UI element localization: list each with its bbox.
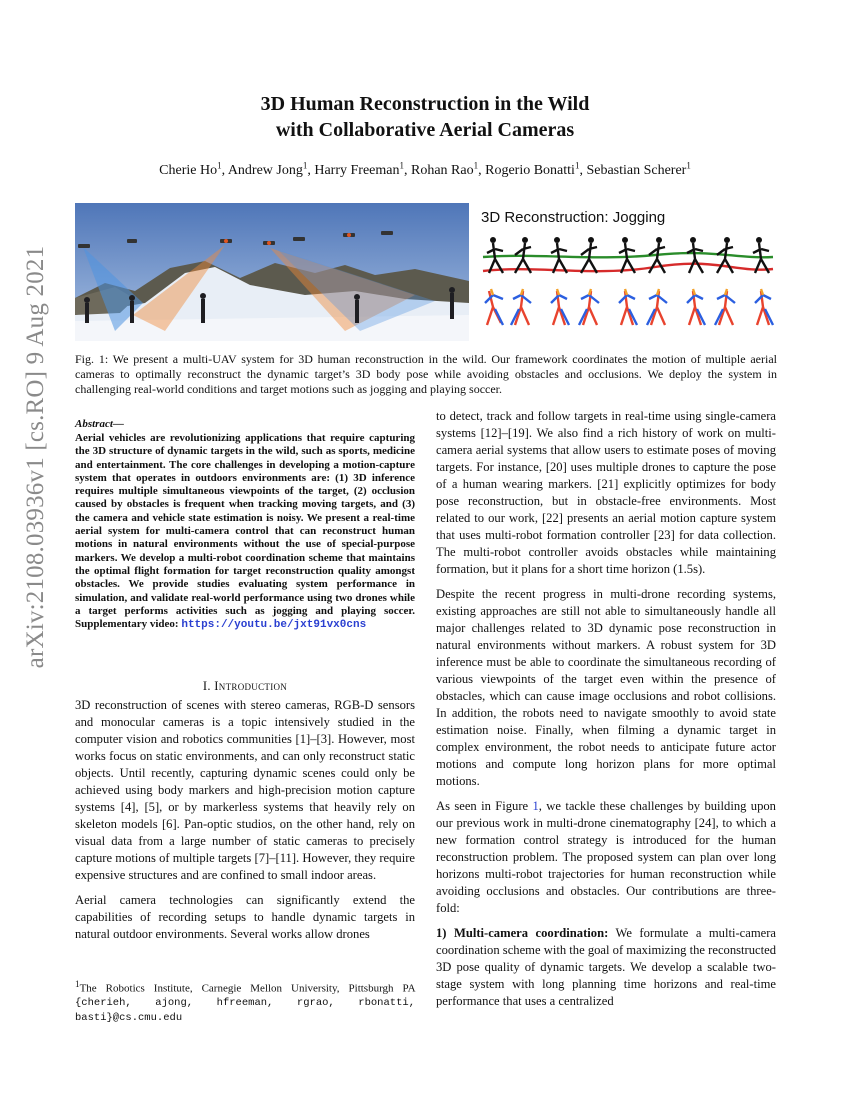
title-line-2: with Collaborative Aerial Cameras — [275, 119, 575, 141]
left-column — [75, 697, 415, 951]
figure-caption: Fig. 1: We present a multi-UAV system for 3D human reconstruction in the wild. Our framework coordinates the motion of multiple aerial cameras to optimally reconstruct the dynamic target’s 3D body pose while avoiding obstacles and occlusions. We deploy the system in challenging real-world conditions and target motions such as jogging and playing soccer. — [75, 352, 777, 396]
paragraph: 3D reconstruction of scenes with stereo cameras, RGB-D sensors and monocular cameras is a topic intensively studied in the computer vision and robotics communities [1]–[3]. However, most works focus on static environments, and can only reconstruct static objects. Until recently, capturing dynamic scenes could only be achieved using body markers and high-precision motion capture systems [4], [5], or by markerless systems that heavily rely on skeleton models [6]. Pan-optic studios, on the other hand, rely on visual data from a large number of static cameras to precisely capture motions of multiple targets [7]–[11]. However, they require expensive structures and are confined to small indoor areas. — [75, 698, 415, 882]
abstract-text: Aerial vehicles are revolutionizing applications that require capturing the 3D structure of dynamic targets in the wild, such as sports, medicine and entertainment. The core challenges in developing a motion-capture system that operates in outdoors environments are: (1) 3D inference requires multiple simultaneous viewpoints of the target, (2) occlusion caused by obstacles is frequent when tracking moving targets, and (3) the camera and vehicle state estimation is noisy. We present a real-time aerial system for multi-camera control that can reconstruct human motions in natural environments without the use of special-purpose markers. We develop a multi-robot coordination scheme that maintains the optimal flight formation for target reconstruction quality amongst obstacles. We provide studies evaluating system performance in simulation, and validate real-world performance using two drones while a target performs activities such as jogging and playing soccer. — [75, 432, 415, 617]
author: Rogerio Bonatti$^1$, — [485, 160, 587, 178]
author: Harry Freeman$^1$, — [314, 160, 411, 178]
section-heading: I. Introduction — [202, 679, 288, 693]
title-line-1: 3D Human Reconstruction in the Wild — [260, 93, 590, 115]
paragraph: As seen in Figure 1, we tackle these challenges by building upon our previous work in multi-drone cinematography [24], to which a new formation control strategy is introduced for the human reconstruction problem. The proposed system can plan over long horizons multi-robot trajectories for human reconstruction while avoiding occlusions and obstacles. Our contributions are three-fold: — [436, 799, 776, 915]
paragraph: Aerial camera technologies can significantly extend the capabilities of recording setups to handle dynamic targets in natural outdoor environments. Several works allow drones — [75, 893, 415, 941]
abstract — [75, 432, 415, 632]
right-column — [436, 408, 776, 1018]
footnote-emails: {cherieh, ajong, hfreeman, rgrao, rbonatti, basti}@cs.cmu.edu — [75, 997, 415, 1024]
figure-photo — [75, 203, 469, 341]
author-list — [0, 156, 850, 180]
paragraph: to detect, track and follow targets in real-time using single-camera systems [12]–[19]. We also find a rich history of work on multi-camera aerial systems that allow users to estimate poses of moving targets. For instance, [20] uses multiple drones to capture the pose of a human wearing markers. [21] explicitly optimizes for body pose reconstruction, but in obstacle-free environments. Most related to our work, [22] presents an aerial motion capture system that uses multi-robot formation controller [23] for data collection. The multi-robot controller avoids obstacles while maintaining formation, but it plans for a short time horizon (1.5s). — [436, 409, 776, 576]
reconstruction-title: 3D Reconstruction: Jogging — [481, 209, 666, 226]
video-link[interactable]: https://youtu.be/jxt91vx0cns — [181, 619, 367, 632]
author: Andrew Jong$^1$, — [227, 160, 315, 178]
paragraph: Despite the recent progress in multi-drone recording systems, existing approaches are still not able to simultaneously handle all major challenges related to 3D dynamic pose reconstruction in natural environments without markers. A robust system for 3D inference must be able to coordinate the simultaneous recording of various viewpoints of the target even within the presence of obstacles, which can cause image occlusions and robot collisions. In addition, the robots need to navigate smoothly to avoid state estimation noise. Finally, when filming a dynamic target in complex environment, the robot needs to anticipate future actor motions and compute long horizon plans for more optimal motions. — [436, 587, 776, 788]
abstract-heading: Abstract— — [75, 418, 124, 430]
author: Sebastian Scherer$^1$ — [586, 160, 691, 178]
video-label: Supplementary video: — [75, 618, 179, 631]
contribution-item: 1) Multi-camera coordination: We formulate a multi-camera coordination scheme with the goal of maximizing the reconstructed 3D pose quality of dynamic targets. We develop a scalable two-stage system with long planning time horizons and real-time performance that uses a centralized — [436, 926, 776, 1008]
arxiv-stamp: arXiv:2108.03936v1 [cs.RO] 9 Aug 2021 — [22, 245, 49, 669]
figure-reference-link[interactable]: 1 — [532, 799, 539, 813]
author: Cherie Ho$^1$, — [159, 160, 228, 178]
footnote: $^1$The Robotics Institute, Carnegie Mellon University, Pittsburgh PA {cherieh, ajong, hfreeman, rgrao, rbonatti, basti}@cs.cmu.edu — [75, 979, 415, 1024]
author: Rohan Rao$^1$, — [411, 160, 486, 178]
paper-title — [0, 91, 850, 143]
